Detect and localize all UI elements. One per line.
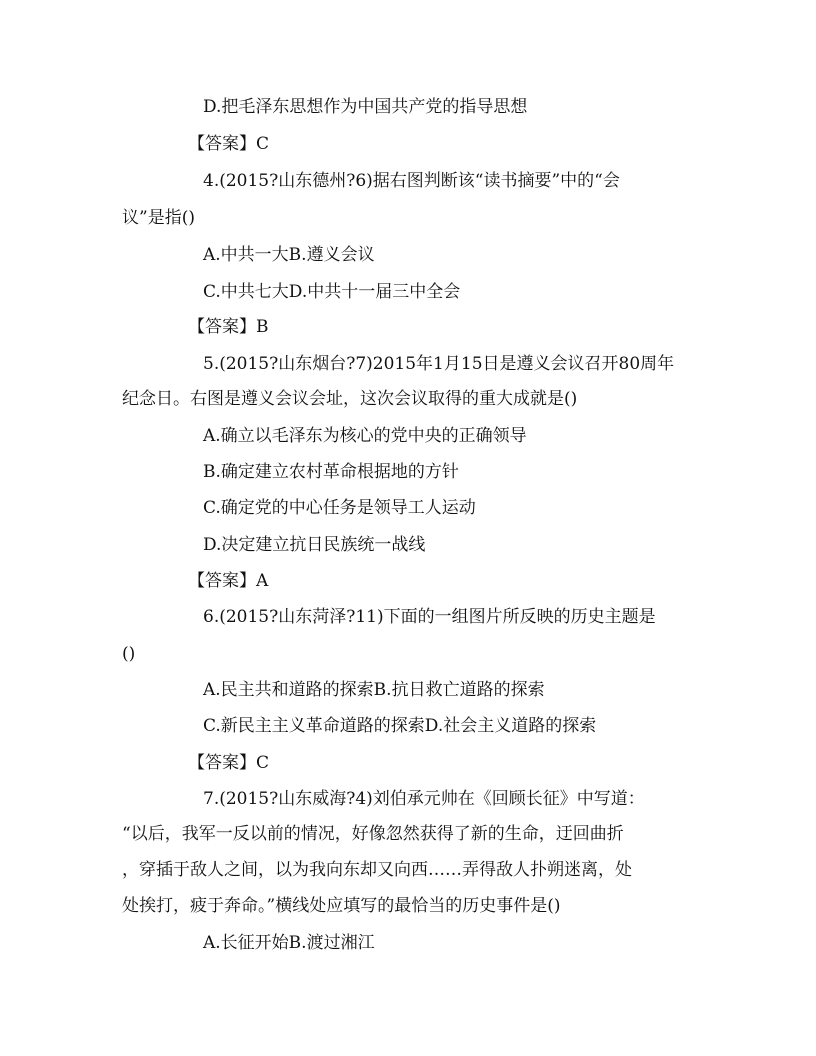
option-line: A.民主共和道路的探索B.抗日救亡道路的探索 <box>203 680 545 700</box>
option-line: C.中共七大D.中共十一届三中全会 <box>203 282 461 302</box>
quote-line: 处挨打，疲于奔命。”横线处应填写的最恰当的历史事件是() <box>122 896 561 916</box>
option-line: A.长征开始B.渡过湘江 <box>203 933 375 953</box>
question-line-cont: 议”是指() <box>122 208 195 228</box>
question-line: 7.(2015?山东威海?4)刘伯承元帅在《回顾长征》中写道： <box>203 789 645 809</box>
question-line-cont: () <box>122 644 136 664</box>
quote-line: ，穿插于敌人之间，以为我向东却又向西……弄得敌人扑朔迷离，处 <box>122 860 632 880</box>
option-line: D.决定建立抗日民族统一战线 <box>203 535 426 555</box>
option-line: B.确定建立农村革命根据地的方针 <box>203 462 459 482</box>
option-line: A.中共一大B.遵义会议 <box>203 245 375 265</box>
question-line-cont: 纪念日。右图是遵义会议会址，这次会议取得的重大成就是() <box>122 389 578 409</box>
answer-line: 【答案】A <box>188 571 269 591</box>
option-line: C.确定党的中心任务是领导工人运动 <box>203 498 476 518</box>
option-line: A.确立以毛泽东为核心的党中央的正确领导 <box>203 426 527 446</box>
answer-line: 【答案】C <box>188 753 270 773</box>
quote-line: “以后，我军一反以前的情况，好像忽然获得了新的生命，迂回曲折 <box>122 824 624 844</box>
option-line: C.新民主主义革命道路的探索D.社会主义道路的探索 <box>203 716 597 736</box>
option-line: D.把毛泽东思想作为中国共产党的指导思想 <box>203 97 528 117</box>
question-line: 5.(2015?山东烟台?7)2015年1月15日是遵义会议召开80周年 <box>203 354 675 374</box>
question-line: 4.(2015?山东德州?6)据右图判断该“读书摘要”中的“会 <box>203 171 620 191</box>
answer-line: 【答案】C <box>188 134 270 154</box>
question-line: 6.(2015?山东菏泽?11)下面的一组图片所反映的历史主题是 <box>203 607 656 627</box>
answer-line: 【答案】B <box>188 317 269 337</box>
